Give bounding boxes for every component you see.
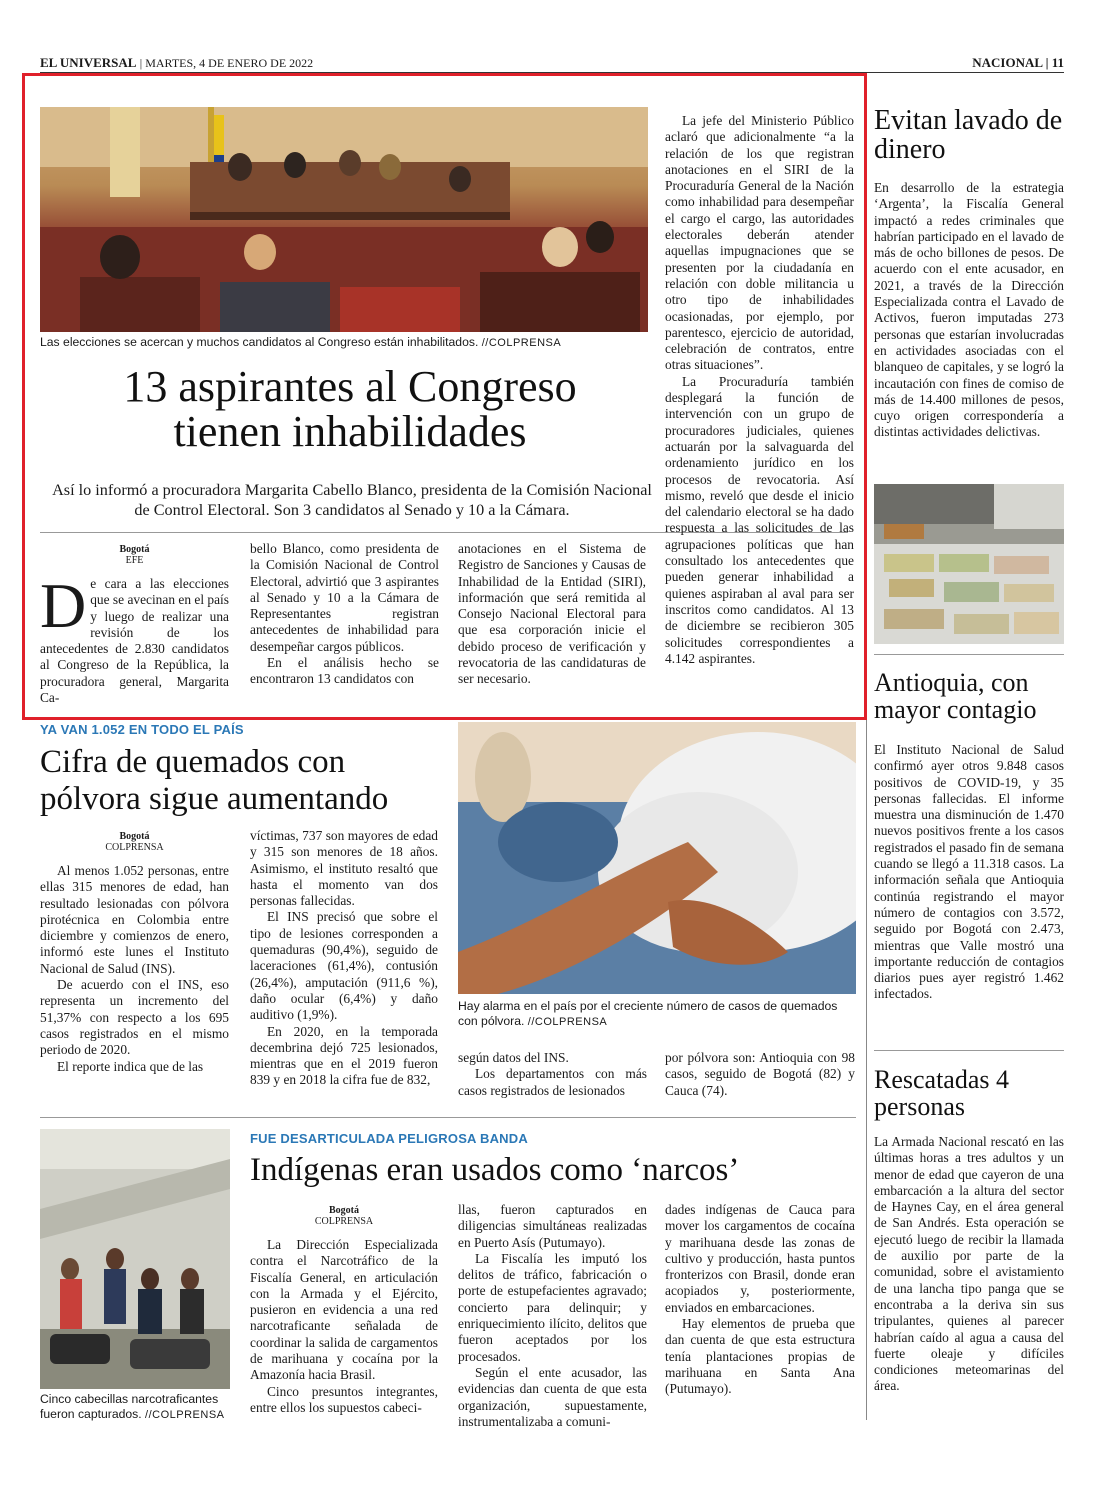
- main-agency: EFE: [125, 555, 144, 566]
- section-name: NACIONAL: [972, 55, 1043, 70]
- page-number: 11: [1051, 55, 1064, 70]
- narcos-col2: llas, fueron capturados en diligencias simultáneas realizadas en Puerto Asís (Putumayo). La Fiscalía les imputó los delitos de tráfico, fabricación o porte de estupefacientes agravado; concierto para delinquir; y enriquecimiento ilícito, delitos que fueron aceptados por los procesados. Según el ente acusador, las evidencias dan cuenta de que esta organización, supuestamente, instrumentalizaba a comuni-: [458, 1202, 647, 1429]
- drop-cap: D: [40, 570, 87, 641]
- caption-credit: //COLPRENSA: [481, 337, 562, 349]
- narcos-photo: [40, 1129, 230, 1389]
- sidebar-body-lavado: En desarrollo de la estrategia ‘Argenta’, la Fiscalía General impactó a redes criminales que habrían participado en el lavado de más de ocho billones de pesos. De acuerdo con el ente acusador, en 2021, a través de la Dirección Especializada contra el Lavado de Activos, fueron imputadas 273 personas que estarían involucradas en actividades asociadas con el blanqueo de capitales, y se logró la incautación con fines de comiso de más de 14.400 millones de pesos, cuyo origen correspondería a distintas actividades delictivas.: [874, 180, 1064, 440]
- sidebar-title-lavado: Evitan lavado de dinero: [874, 105, 1063, 165]
- polvora-col4: por pólvora son: Antioquia con 98 casos, seguido de Bogotá (82) y Cauca (74).: [665, 1050, 855, 1098]
- narcos-photo-illustration: [40, 1129, 230, 1389]
- burn-photo-illustration: [458, 722, 856, 994]
- main-col1: Bogotá EFE D e cara a las elecciones que se avecinan en el país y luego de realizar una revisión de los antecedentes de 2.830 candidatos al Congreso de la República, la procuradora general, Margarita Ca-: [40, 544, 229, 706]
- caption-credit: //COLPRENSA: [527, 1016, 608, 1028]
- main-col3: anotaciones en el Sistema de Registro de Sanciones y Causas de Inhabilidad de la Entidad (SIRI), información que será remitida al Consejo Nacional Electoral para que esa corporación inicie el debido proceso de verificación y revocatoria de las candidaturas de ser necesario.: [458, 541, 646, 687]
- polvora-col1: Bogotá COLPRENSA Al menos 1.052 personas, entre ellas 315 menores de edad, han resultado lesionadas con pólvora pirotécnica en Colombia entre diciembre y comienzos de enero, informó este lunes el Instituto Nacional de Salud (INS). De acuerdo con el INS, eso representa un incremento del 51,37% con respecto a los 695 casos registrados en el mismo periodo de 2020. El reporte indica que de las: [40, 831, 229, 1074]
- main-col4: La jefe del Ministerio Público aclaró que adicionalmente “a la relación de los que registran anotaciones en el SIRI de la Procuraduría General de la Nación como inhabilidad para desempeñar el cargo el cargo, las autoridades electorales deberán atender aquellas impugnaciones que se presenten por la ciudadanía en relación con doble militancia u otro tipo de inhabilidades ocasionadas, por ejemplo, por parentesco, ejercicio de autoridad, celebración de contratos, entre otras situaciones”. La Procuraduría también desplegará la función de intervención con un grupo de procuradores judiciales, quienes actuarán por la salvaguarda del ordenamiento jurídico en los procesos de revocatoria. Así mismo, reveló que desde el inicio del calendario electoral se ha dado respuesta a las solicitudes de las agrupaciones políticas que han consultado los antecedentes que pueden generar inhabilidad a quienes aspiraban al aval para ser inscritos como candidatos. Al 13 de diciembre se recibieron 305 solicitudes correspondientes a 4.142 aspirantes.: [665, 113, 854, 666]
- polvora-headline: Cifra de quemados con pólvora sigue aumentando: [40, 744, 389, 817]
- sidebar-body-rescatadas: La Armada Nacional rescató en las últimas horas a tres adultos y un menor de edad que cayeron de una embarcación a la altura del sector de Haynes Cay, en el área general de San Andrés. Esta operación se ejecutó luego de recibir la llamada de auxilio por parte de la comunidad, sobre el avistamiento de una lancha tipo panga que se encontraba a la deriva sin sus tripulantes, quienes al parecer habrían caído al agua a causa del fuerte oleaje y difíciles condiciones meteomarinas del área.: [874, 1134, 1064, 1394]
- narcos-kicker: FUE DESARTICULADA PELIGROSA BANDA: [250, 1131, 528, 1146]
- main-city: Bogotá: [119, 544, 150, 555]
- sidebar-title-rescatadas: Rescatadas 4 personas: [874, 1065, 1010, 1121]
- burn-victim-photo: [458, 722, 856, 994]
- highlight-box: [22, 73, 867, 720]
- polvora-city: Bogotá: [119, 831, 150, 842]
- narcos-agency: COLPRENSA: [314, 1216, 374, 1227]
- main-headline: 13 aspirantes al Congreso tienen inhabilidades: [123, 362, 577, 456]
- narcos-headline: Indígenas eran usados como ‘narcos’: [250, 1152, 740, 1188]
- main-subhead: Así lo informó a procuradora Margarita Cabello Blanco, presidenta de la Comisión Nacional de Control Electoral. Son 3 candidatos al Senado y 10 a la Cámara.: [52, 481, 652, 519]
- issue-date: MARTES, 4 DE ENERO DE 2022: [145, 56, 314, 70]
- money-photo: [874, 484, 1064, 644]
- polvora-kicker: YA VAN 1.052 EN TODO EL PAÍS: [40, 722, 244, 737]
- main-photo-caption: Las elecciones se acercan y muchos candidatos al Congreso están inhabilitados. //COLPRENSA: [40, 335, 562, 349]
- polvora-agency: COLPRENSA: [105, 842, 164, 853]
- paper-name: EL UNIVERSAL: [40, 55, 137, 70]
- page-header: EL UNIVERSAL | MARTES, 4 DE ENERO DE 2022 NACIONAL | 11: [40, 55, 1064, 70]
- narcos-col3: dades indígenas de Cauca para mover los cargamentos de cocaína y marihuana desde las zonas de cultivo y producción, hasta puntos fronterizos con Brasil, donde eran acopiados y, posteriormente, enviados en embarcaciones. Hay elementos de prueba que dan cuenta de que esta estructura tenía plantaciones propias de marihuana en Santa Ana (Putumayo).: [665, 1202, 855, 1397]
- narcos-city: Bogotá: [329, 1205, 359, 1216]
- polvora-col3: según datos del INS. Los departamentos con más casos registrados de lesionados: [458, 1050, 647, 1098]
- narcos-col1: Bogotá COLPRENSA La Dirección Especializada contra el Narcotráfico de la Fiscalía General, en articulación con la Armada y el Ejército, pusieron en evidencia a una red narcotraficante señalada de coordinar la salida de cargamentos de marihuana y cocaína por la Amazonía hacia Brasil. Cinco presuntos integrantes, entre ellos los supuestos cabeci-: [250, 1205, 438, 1415]
- main-col2: bello Blanco, como presidenta de la Comisión Nacional de Control Electoral, advirtió que 3 aspirantes al Senado y 10 a la Cámara de Representantes registran antecedentes de inhabilidad para desempeñar cargos públicos. En el análisis hecho se encontraron 13 candidatos con: [250, 541, 439, 687]
- sidebar-body-antioquia: El Instituto Nacional de Salud confirmó ayer otros 9.848 casos positivos de COVID-19, y 35 personas fallecidas. El informe muestra una disminución de 1.470 nuevos positivos frente a los casos registrados el pasado fin de semana cuando se llegó a 11.318 casos. La información señala que Antioquia continúa registrando el mayor número de contagios con 3.572, seguido por Bogotá con 2.473, mientras que Valle mostró una importante reducción de contagios diarios pues ayer registró 1.462 infectados.: [874, 742, 1065, 1002]
- polvora-bottom-rule: [40, 1117, 856, 1118]
- caption-credit: //COLPRENSA: [145, 1409, 225, 1421]
- sidebar-title-antioquia: Antioquia, con mayor contagio: [874, 668, 1037, 724]
- sidebar-rule-1: [874, 654, 1064, 655]
- sidebar-rule-2: [874, 1050, 1064, 1051]
- money-photo-illustration: [874, 484, 1064, 644]
- narcos-photo-caption: Cinco cabecillas narcotraficantes fueron capturados. //COLPRENSA: [40, 1392, 225, 1421]
- polvora-col2: víctimas, 737 son mayores de edad y 315 son menores de 18 años. Asimismo, el instituto resaltó que hasta el momento van dos personas fallecidas. El INS precisó que sobre el tipo de lesiones corresponden a quemaduras (90,4%), seguido de laceraciones (61,4%), contusión (26,4%), amputación (911,6 %), daño ocular (6,4%) y daño auditivo (1,9%). En 2020, en la temporada decembrina dejó 725 lesionados, mientras que en el 2019 fueron 839 y en 2018 la cifra fue de 832,: [250, 828, 438, 1088]
- polvora-photo-caption: Hay alarma en el país por el creciente número de casos de quemados con pólvora. //COLPRENSA: [458, 999, 838, 1028]
